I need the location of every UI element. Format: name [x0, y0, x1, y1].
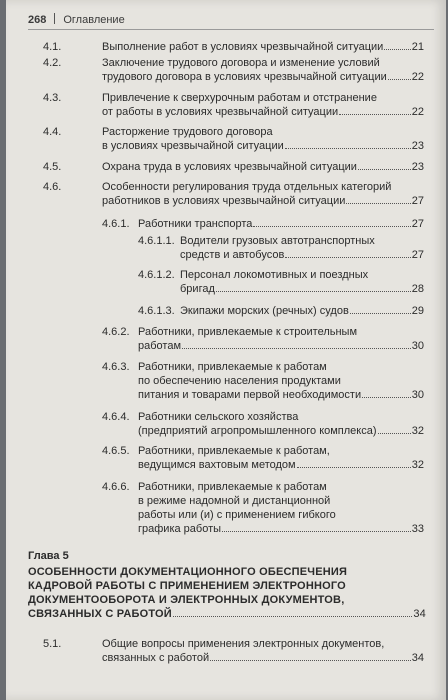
toc-entry-last-line: питания и товарами первой необходимости 30: [138, 389, 424, 401]
toc-entry-last-line: ведущимся вахтовым методом 32: [138, 459, 424, 471]
toc-entry-last-line: от работы в условиях чрезвычайной ситуации 22: [102, 106, 424, 118]
toc-entry-line: по обеспечению населения продуктами: [138, 375, 341, 387]
toc-entry-page: 32: [411, 425, 424, 437]
toc-entry-page: 22: [411, 106, 424, 118]
toc-entry-title: [138, 360, 424, 402]
dot-leader: [210, 660, 411, 661]
chapter-title-line: ОСОБЕННОСТИ ДОКУМЕНТАЦИОННОГО ОБЕСПЕЧЕНИЯ: [28, 566, 348, 578]
dot-leader: [285, 148, 411, 149]
toc-entry-last-line: Выполнение работ в условиях чрезвычайной ситуации 21: [102, 41, 424, 53]
toc-entry-number: 4.3.: [43, 92, 62, 104]
toc-entry-line: Особенности регулирования труда отдельных категорий: [102, 181, 392, 193]
toc-entry-number: 4.6.1.: [102, 218, 130, 230]
dot-leader: [378, 433, 411, 434]
toc-entry-title: [180, 268, 424, 296]
header-rule: [28, 29, 434, 30]
dot-leader: [173, 616, 412, 617]
toc-entry-title: [102, 180, 424, 208]
toc-entry-page: 21: [411, 41, 424, 53]
toc-entry-line: Работники, привлекаемые к работам: [138, 481, 327, 493]
toc-entry-title: [138, 410, 424, 438]
toc-entry-line: Привлечение к сверхурочным работам и отстранение: [102, 92, 377, 104]
toc-entry-line: в режиме надомной и дистанционной: [138, 495, 331, 507]
dot-leader: [216, 291, 411, 292]
dot-leader: [182, 348, 411, 349]
toc-entry-number: 4.6.1.1.: [138, 235, 175, 247]
toc-entry-title: [102, 40, 424, 54]
toc-entry-title: [138, 217, 424, 231]
toc-entry-title: [138, 444, 424, 472]
toc-entry-last-line: работам 30: [138, 340, 424, 352]
toc-entry-title: [180, 304, 424, 318]
dot-leader: [253, 226, 410, 227]
chapter-label: Глава 5: [28, 550, 69, 562]
toc-entry-line: Работники, привлекаемые к работам,: [138, 445, 330, 457]
toc-entry-line: Водители грузовых автотранспортных: [180, 235, 375, 247]
chapter-title: [28, 565, 426, 621]
dot-leader: [222, 531, 411, 532]
toc-entry-number: 5.1.: [43, 638, 62, 650]
toc-entry-page: 28: [411, 283, 424, 295]
book-page: [6, 0, 446, 700]
toc-entry-line: Заключение трудового договора и изменение условий: [102, 57, 380, 69]
toc-entry-number: 4.2.: [43, 57, 62, 69]
toc-entry-number: 4.4.: [43, 126, 62, 138]
page-number: 268: [28, 14, 47, 26]
toc-entry-title: [102, 160, 424, 174]
toc-entry-number: 4.6.3.: [102, 361, 130, 373]
toc-entry-page: 30: [411, 389, 424, 401]
toc-entry-number: 4.6.5.: [102, 445, 130, 457]
toc-entry-page: 23: [411, 161, 424, 173]
chapter-title-line: КАДРОВОЙ РАБОТЫ С ПРИМЕНЕНИЕМ ЭЛЕКТРОННОГО: [28, 580, 346, 592]
toc-entry-title: [102, 637, 424, 665]
toc-entry-last-line: работников в условиях чрезвычайной ситуации 27: [102, 195, 424, 207]
toc-entry-title: [180, 234, 424, 262]
toc-entry-line: работы или (и) с применением гибкого: [138, 509, 336, 521]
dot-leader: [346, 203, 410, 204]
toc-entry-line: Работники, привлекаемые к строительным: [138, 326, 358, 338]
toc-entry-number: 4.6.2.: [102, 326, 130, 338]
toc-entry-page: 30: [411, 340, 424, 352]
header-title: Оглавление: [63, 14, 125, 26]
dot-leader: [388, 79, 411, 80]
toc-entry-title: [102, 91, 424, 119]
toc-entry-number: 4.6.6.: [102, 481, 130, 493]
toc-entry-last-line: связанных с работой 34: [102, 652, 424, 664]
header-divider: [54, 13, 55, 24]
toc-entry-number: 4.6.1.2.: [138, 269, 175, 281]
toc-entry-page: 29: [411, 305, 424, 317]
toc-entry-number: 4.6.: [43, 181, 62, 193]
toc-entry-line: Персонал локомотивных и поездных: [180, 269, 369, 281]
toc-entry-title: [102, 56, 424, 84]
toc-entry-page: 27: [411, 195, 424, 207]
toc-entry-page: 27: [411, 218, 424, 230]
toc-entry-last-line: (предприятий агропромышленного комплекса) 32: [138, 425, 424, 437]
toc-entry-last-line: средств и автобусов 27: [180, 249, 424, 261]
dot-leader: [362, 397, 411, 398]
dot-leader: [350, 313, 411, 314]
dot-leader: [339, 114, 411, 115]
toc-entry-line: Работники, привлекаемые к работам: [138, 361, 327, 373]
toc-entry-last-line: бригад 28: [180, 283, 424, 295]
toc-entry-last-line: Экипажи морских (речных) судов 29: [180, 305, 424, 317]
dot-leader: [285, 257, 410, 258]
toc-entry-last-line: Охрана труда в условиях чрезвычайной ситуации 23: [102, 161, 424, 173]
toc-entry-page: 23: [411, 140, 424, 152]
toc-entry-line: Общие вопросы применения электронных документов,: [102, 638, 385, 650]
toc-entry-last-line: Работники транспорта 27: [138, 218, 424, 230]
dot-leader: [384, 49, 410, 50]
toc-entry-number: 4.1.: [43, 41, 62, 53]
running-header: [28, 13, 125, 26]
toc-entry-page: 32: [411, 459, 424, 471]
toc-entry-page: 27: [411, 249, 424, 261]
dot-leader: [358, 169, 411, 170]
toc-entry-title: [102, 125, 424, 153]
toc-entry-page: 34: [411, 652, 424, 664]
toc-entry-number: 4.6.1.3.: [138, 305, 175, 317]
toc-entry-number: 4.5.: [43, 161, 62, 173]
dot-leader: [297, 467, 411, 468]
toc-entry-line: Работники сельского хозяйства: [138, 411, 299, 423]
toc-entry-page: 33: [411, 523, 424, 535]
toc-entry-page: 22: [411, 71, 424, 83]
chapter-title-last-line: СВЯЗАННЫХ С РАБОТОЙ 34: [28, 608, 426, 620]
chapter-page: 34: [413, 608, 426, 620]
chapter-title-line: ДОКУМЕНТООБОРОТА И ЭЛЕКТРОННЫХ ДОКУМЕНТОВ,: [28, 594, 345, 606]
toc-entry-title: [138, 325, 424, 353]
toc-entry-last-line: графика работы 33: [138, 523, 424, 535]
toc-entry-last-line: в условиях чрезвычайной ситуации 23: [102, 140, 424, 152]
toc-entry-last-line: трудового договора в условиях чрезвычайной ситуации 22: [102, 71, 424, 83]
toc-entry-title: [138, 480, 424, 536]
toc-entry-line: Расторжение трудового договора: [102, 126, 273, 138]
toc-entry-number: 4.6.4.: [102, 411, 130, 423]
